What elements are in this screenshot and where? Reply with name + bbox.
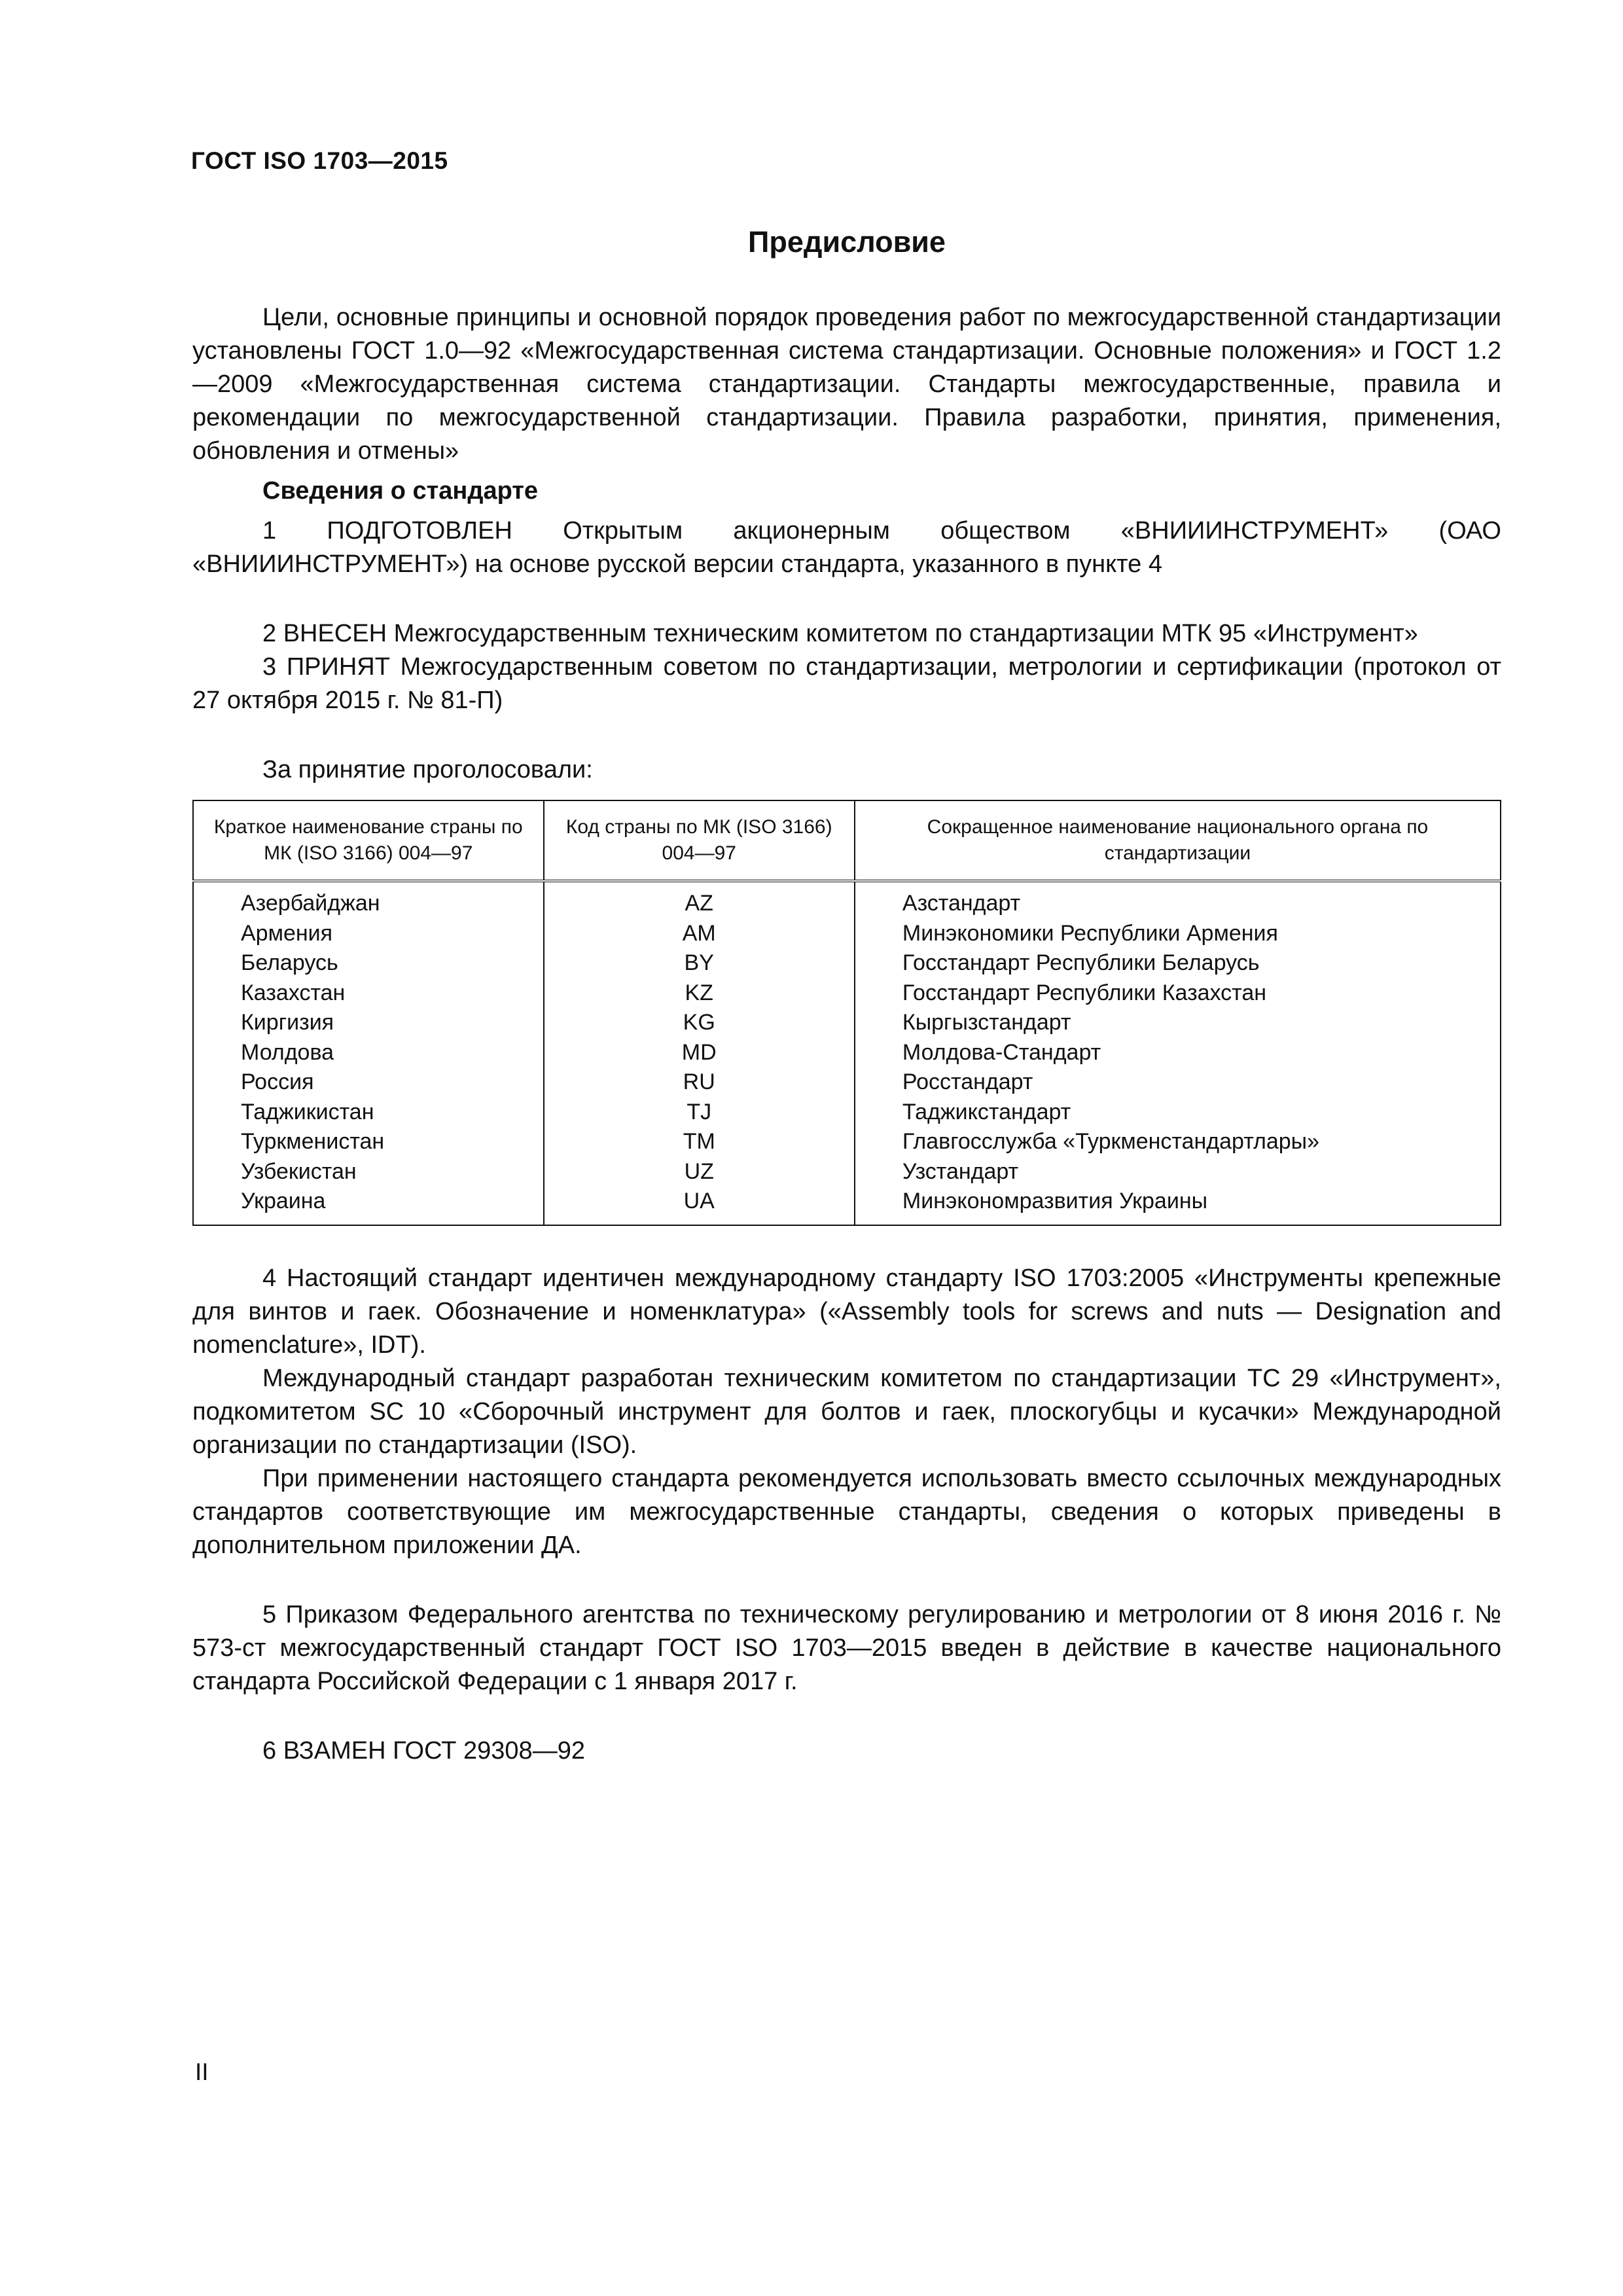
- country-name: Беларусь: [193, 948, 544, 978]
- item-5-paragraph: 5 Приказом Федерального агентства по техническому регулированию и метрологии от 8 июня 2016 г. № 573-ст межгосударственный стандарт ГОСТ ISO 1703—2015 введен в действие в качестве национального стандарта Российской Федерации с 1 января 2017 г.: [192, 1600, 1501, 1695]
- standards-body: Минэкономики Республики Армения: [855, 919, 1501, 949]
- column-header-code: Код страны по МК (ISO 3166) 004—97: [544, 800, 855, 881]
- standards-body: Росстандарт: [855, 1067, 1501, 1098]
- country-name: Киргизия: [193, 1008, 544, 1038]
- table-row: [193, 1038, 1501, 1068]
- table-row: [193, 948, 1501, 978]
- item-3-paragraph: 3 ПРИНЯТ Межгосударственным советом по стандартизации, метрологии и сертификации (протокол от 27 октября 2015 г. № 81-П): [192, 653, 1501, 714]
- voting-countries-table: [192, 800, 1501, 1226]
- country-code: AM: [544, 919, 855, 949]
- table-header-row: [193, 800, 1501, 881]
- country-name: Туркменистан: [193, 1127, 544, 1157]
- standards-body: Минэкономразвития Украины: [855, 1187, 1501, 1225]
- country-name: Россия: [193, 1067, 544, 1098]
- standards-body: Азстандарт: [855, 881, 1501, 919]
- country-code: UA: [544, 1187, 855, 1225]
- table-row: [193, 978, 1501, 1009]
- standards-body: Таджикстандарт: [855, 1098, 1501, 1128]
- country-code: KG: [544, 1008, 855, 1038]
- country-code: UZ: [544, 1157, 855, 1187]
- country-name: Украина: [193, 1187, 544, 1225]
- item-4-paragraph: 4 Настоящий стандарт идентичен международному стандарту ISO 1703:2005 «Инструменты крепежные для винтов и гаек. Обозначение и номенклатура» («Assembly tools for screws and nuts — Designation and nomenclature», IDT).: [192, 1264, 1501, 1359]
- foreword-content: [192, 221, 1501, 1768]
- country-name: Армения: [193, 919, 544, 949]
- country-name: Азербайджан: [193, 881, 544, 919]
- standards-body: Госстандарт Республики Казахстан: [855, 978, 1501, 1009]
- country-code: KZ: [544, 978, 855, 1009]
- table-row: [193, 1008, 1501, 1038]
- standards-body: Кыргызстандарт: [855, 1008, 1501, 1038]
- table-row: [193, 881, 1501, 919]
- page-number: II: [195, 2058, 209, 2085]
- standards-body: Молдова-Стандарт: [855, 1038, 1501, 1068]
- country-code: BY: [544, 948, 855, 978]
- subheading-standard-info: Сведения о стандарте: [262, 477, 539, 505]
- table-row: [193, 1157, 1501, 1187]
- country-code: TM: [544, 1127, 855, 1157]
- item-4-origin-paragraph: Международный стандарт разработан техническим комитетом по стандартизации ТС 29 «Инструмент», подкомитетом SC 10 «Сборочный инструмент для болтов и гаек, плоскогубцы и кусачки» Международной организации по стандартизации (ISO).: [192, 1364, 1501, 1459]
- standards-body: Госстандарт Республики Беларусь: [855, 948, 1501, 978]
- item-2-paragraph: 2 ВНЕСЕН Межгосударственным техническим комитетом по стандартизации МТК 95 «Инструмент»: [262, 620, 1418, 647]
- page-title: Предисловие: [748, 225, 946, 259]
- table-row: [193, 1098, 1501, 1128]
- item-4-references-paragraph: При применении настоящего стандарта рекомендуется использовать вместо ссылочных международных стандартов соответствующие им межгосударственные стандарты, сведения о которых приведены в дополнительном приложении ДА.: [192, 1464, 1501, 1559]
- item-6-paragraph: 6 ВЗАМЕН ГОСТ 29308—92: [262, 1736, 585, 1765]
- column-header-country: Краткое наименование страны по МК (ISO 3166) 004—97: [193, 800, 544, 881]
- country-name: Молдова: [193, 1038, 544, 1068]
- standards-body: Узстандарт: [855, 1157, 1501, 1187]
- country-code: MD: [544, 1038, 855, 1068]
- vote-label: За принятие проголосовали:: [262, 756, 593, 783]
- country-code: AZ: [544, 881, 855, 919]
- table-row: [193, 1067, 1501, 1098]
- country-name: Казахстан: [193, 978, 544, 1009]
- intro-paragraph: Цели, основные принципы и основной порядок проведения работ по межгосударственной стандартизации установлены ГОСТ 1.0—92 «Межгосударственная система стандартизации. Основные положения» и ГОСТ 1.2—2009 «Межгосударственная система стандартизации. Стандарты межгосударственные, правила и рекомендации по межгосударственной стандартизации. Правила разработки, принятия, применения, обновления и отмены»: [192, 304, 1501, 465]
- column-header-body: Сокращенное наименование национального органа по стандартизации: [855, 800, 1501, 881]
- item-1-paragraph: 1 ПОДГОТОВЛЕН Открытым акционерным обществом «ВНИИИНСТРУМЕНТ» (ОАО «ВНИИИНСТРУМЕНТ») на основе русской версии стандарта, указанного в пункте 4: [192, 517, 1501, 578]
- standards-body: Главгосслужба «Туркменстандартлары»: [855, 1127, 1501, 1157]
- country-name: Узбекистан: [193, 1157, 544, 1187]
- table-row: [193, 1127, 1501, 1157]
- country-code: RU: [544, 1067, 855, 1098]
- country-name: Таджикистан: [193, 1098, 544, 1128]
- table-row: [193, 919, 1501, 949]
- document-code-header: ГОСТ ISO 1703—2015: [191, 147, 448, 174]
- country-code: TJ: [544, 1098, 855, 1128]
- table-row: [193, 1187, 1501, 1225]
